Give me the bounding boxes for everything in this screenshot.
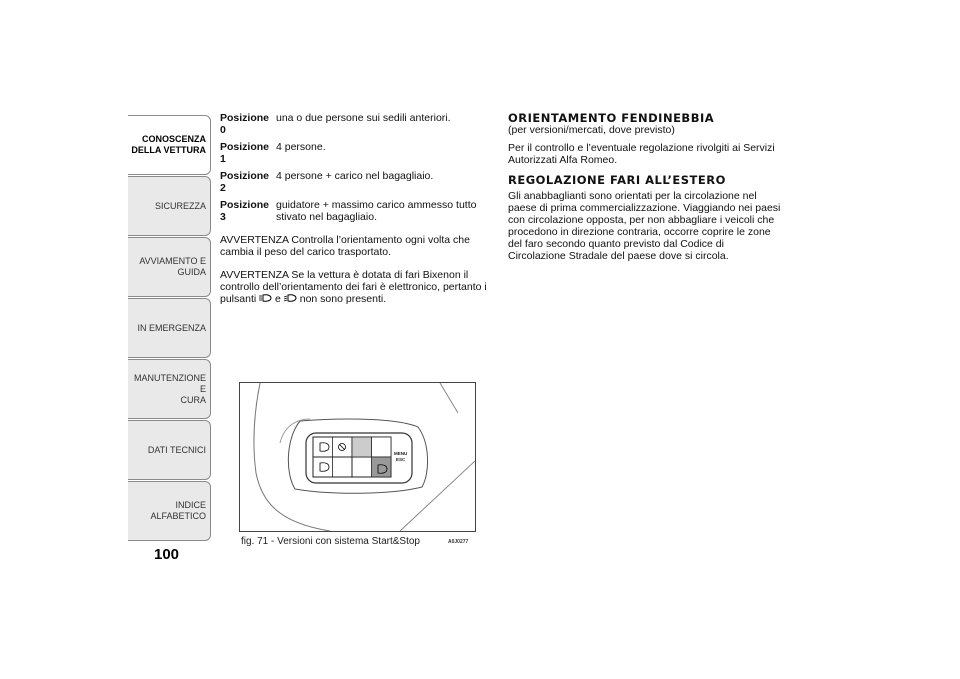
tab-sicurezza[interactable]: [128, 176, 211, 236]
section-heading: REGOLAZIONE FARI ALL’ESTERO: [508, 173, 726, 187]
tab-in-emergenza[interactable]: [128, 298, 211, 358]
headlight-icon: [284, 293, 297, 303]
position-text: guidatore + massimo carico ammesso tutto stivato nel bagagliaio.: [276, 199, 477, 223]
tab-label: INDICE ALFABETICO: [150, 500, 206, 521]
position-row: [220, 199, 490, 223]
position-text: una o due persone sui sedili anteriori.: [276, 112, 451, 124]
position-label: Posizione 0: [220, 112, 270, 136]
tab-label: AVVIAMENTO E: [139, 256, 206, 266]
tab-label: CURA: [180, 394, 206, 405]
section-body: Per il controllo e l’eventuale regolazione rivolgiti ai Servizi Autorizzati Alfa Romeo.: [508, 142, 775, 166]
tab-label: DELLA VETTURA: [131, 145, 206, 155]
position-row: [220, 141, 490, 165]
warning-paragraph: AVVERTENZA Controlla l’orientamento ogni volta che cambia il peso del carico trasportato.: [220, 234, 470, 258]
panel-label-menu: MENU: [394, 451, 408, 456]
tab-avviamento-e-guida[interactable]: [128, 237, 211, 297]
position-label: Posizione 1: [220, 141, 270, 165]
position-label: Posizione 3: [220, 199, 270, 223]
tab-manutenzione-e-cura[interactable]: [128, 359, 211, 419]
figure-caption: fig. 71 - Versioni con sistema Start&Stop: [241, 536, 420, 547]
tab-label: CONOSCENZA: [141, 134, 206, 144]
figure-code: A0J0277: [448, 539, 469, 545]
tab-indice-alfabetico[interactable]: [128, 481, 211, 541]
section-body: Gli anabbaglianti sono orientati per la circolazione nel paese di prima commercializzazione. Viaggiando nei paesi con circolazione opposta, per non abbagliare i veicoli che procedono in direzione contraria, occorre coprire le zone del faro secondo quanto previsto dal Codice di Circolazione Stradale del paese dove si circola.: [508, 190, 781, 262]
section-heading: ORIENTAMENTO FENDINEBBIA: [508, 111, 715, 125]
right-column: [508, 112, 783, 262]
warning-text: AVVERTENZA Se la vettura è dotata di fari Bixenon il controllo dell’orientamento dei fari è elettronico, pertanto i pulsanti: [220, 269, 487, 305]
left-column: [220, 112, 490, 305]
position-row: [220, 170, 490, 194]
section-subtitle: (per versioni/mercati, dove previsto): [508, 124, 675, 136]
position-text: 4 persone.: [276, 141, 326, 153]
position-row: [220, 112, 490, 136]
tab-label: GUIDA: [177, 267, 206, 277]
position-text: 4 persone + carico nel bagagliaio.: [276, 170, 434, 182]
warning-text: e: [275, 293, 281, 305]
tab-label: SICUREZZA: [154, 200, 206, 211]
warning-paragraph: [220, 269, 490, 305]
page-number: 100: [154, 546, 180, 563]
panel-label-esc: ESC: [396, 457, 406, 462]
headlight-icon: [259, 293, 272, 303]
warning-text: non sono presenti.: [299, 293, 387, 305]
tab-label: MANUTENZIONE E: [134, 372, 206, 394]
tab-label: IN EMERGENZA: [137, 322, 206, 333]
dashboard-switch-panel-illustration: [240, 383, 475, 531]
tab-label: DATI TECNICI: [147, 444, 206, 455]
tab-conoscenza-della-vettura[interactable]: [128, 115, 211, 175]
tab-dati-tecnici[interactable]: [128, 420, 211, 480]
figure-illustration: [239, 382, 476, 532]
position-label: Posizione 2: [220, 170, 270, 194]
